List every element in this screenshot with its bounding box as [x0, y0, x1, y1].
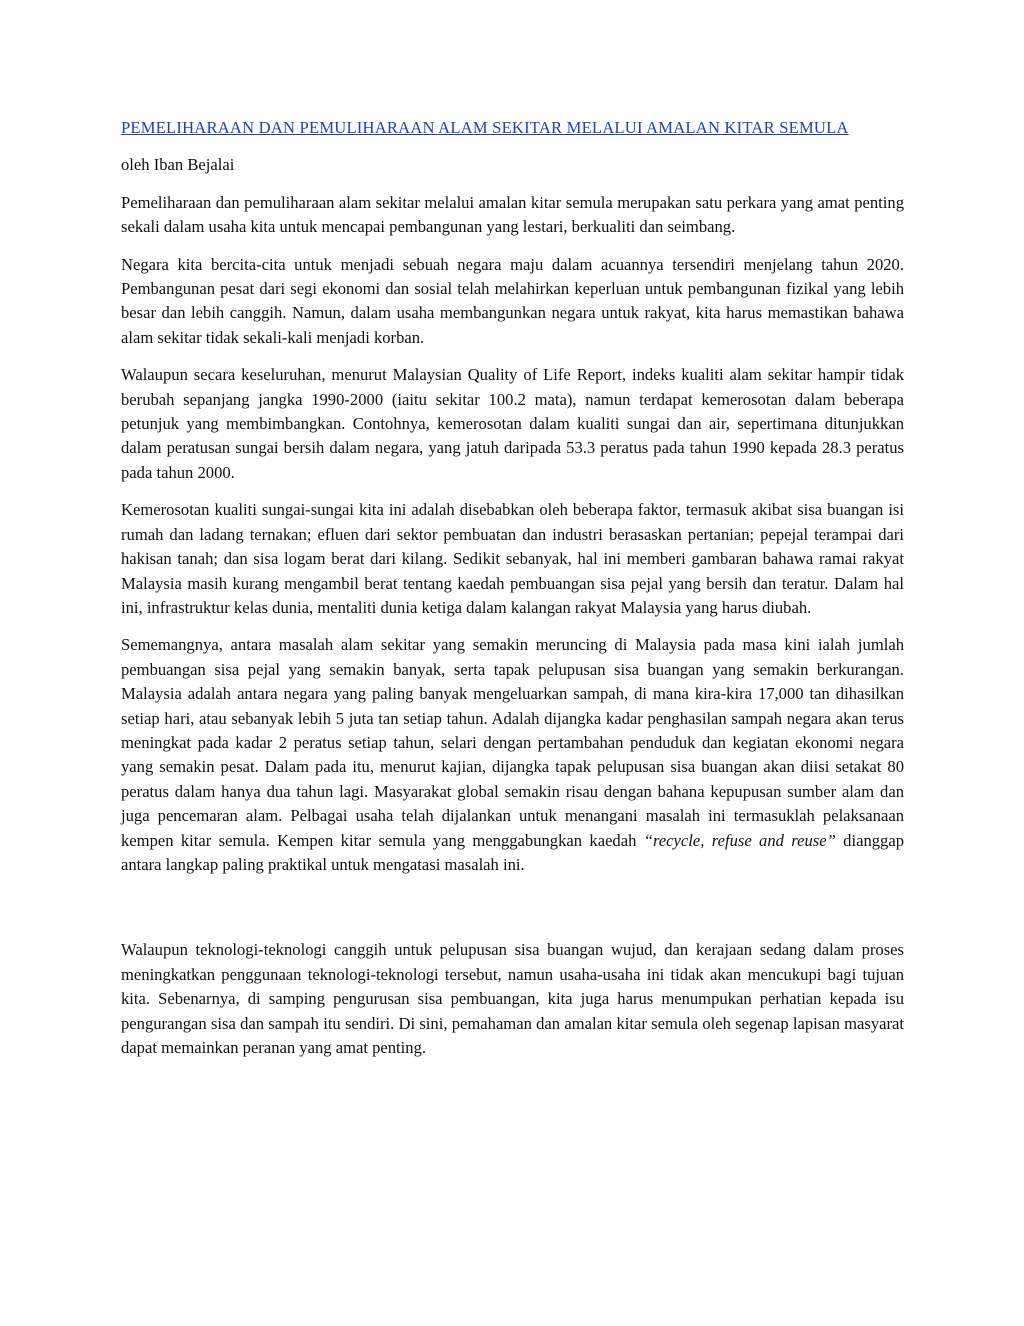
paragraph-5-text-after: dianggap antara langkap paling praktikal untuk mengatasi masalah ini. — [121, 830, 904, 874]
paragraph-3: Walaupun secara keseluruhan, menurut Malaysian Quality of Life Report, indeks kualiti alam sekitar hampir tidak berubah sepanjang jangka 1990-2000 (iaitu sekitar 100.2 mata), namun terdapat kemerosotan dalam beberapa petunjuk yang membimbangkan. Contohnya, kemerosotan dalam kualiti sungai dan air, sepertimana ditunjukkan dalam peratusan sungai bersih dalam negara, yang jatuh daripada 53.3 peratus pada tahun 1990 kepada 28.3 peratus pada tahun 2000. — [121, 365, 904, 482]
document-page — [121, 116, 904, 1073]
paragraph-2: Negara kita bercita-cita untuk menjadi sebuah negara maju dalam acuannya tersendiri menjelang tahun 2020. Pembangunan pesat dari segi ekonomi dan sosial telah melahirkan keperluan untuk pembangunan fizikal yang lebih besar dan lebih canggih. Namun, dalam usaha membangunkan negara untuk rakyat, kita harus memastikan bahawa alam sekitar tidak sekali-kali menjadi korban. — [121, 254, 904, 347]
article-author: oleh Iban Bejalai — [121, 155, 235, 175]
paragraph-1: Pemeliharaan dan pemuliharaan alam sekitar melalui amalan kitar semula merupakan satu perkara yang amat penting sekali dalam usaha kita untuk mencapai pembangunan yang lestari, berkualiti dan seimbang. — [121, 192, 904, 237]
paragraph-5-text-before: Sememangnya, antara masalah alam sekitar yang semakin meruncing di Malaysia pada masa kini ialah jumlah pembuangan sisa pejal yang semakin banyak, serta tapak pelupusan sisa buangan yang semakin berkurangan. Malaysia adalah antara negara yang paling banyak mengeluarkan sampah, di mana kira-kira 17,000 tan dihasilkan setiap hari, atau sebanyak lebih 5 juta tan setiap tahun. Adalah dijangka kadar penghasilan sampah negara akan terus meningkat pada kadar 2 peratus setiap tahun, selari dengan pertambahan penduduk dan kegiatan ekonomi negara yang semakin pesat. Dalam pada itu, menurut kajian, dijangka tapak pelupusan sisa buangan akan diisi setakat 80 peratus dalam hanya dua tahun lagi. Masyarakat global semakin risau dengan bahana kepupusan sumber alam dan juga pencemaran alam. Pelbagai usaha telah dijalankan untuk menangani masalah ini termasuklah pelaksanaan kempen kitar semula. Kempen kitar semula yang menggabungkan kaedah — [121, 635, 904, 850]
blank-spacer — [121, 890, 904, 938]
article-title-link[interactable]: PEMELIHARAAN DAN PEMULIHARAAN ALAM SEKITAR MELALUI AMALAN KITAR SEMULA — [121, 118, 849, 137]
paragraph-4: Kemerosotan kualiti sungai-sungai kita ini adalah disebabkan oleh beberapa faktor, termasuk akibat sisa buangan isi rumah dan ladang ternakan; efluen dari sektor pembuatan dan industri berasaskan pertanian; pepejal terampai dari hakisan tanah; dan sisa logam berat dari kilang. Sedikit sebanyak, hal ini memberi gambaran bahawa ramai rakyat Malaysia masih kurang mengambil berat tentang kaedah pembuangan sisa pejal yang bersih dan teratur. Dalam hal ini, infrastruktur kelas dunia, mentaliti dunia ketiga dalam kalangan rakyat Malaysia yang harus diubah. — [121, 500, 904, 617]
paragraph-6: Walaupun teknologi-teknologi canggih untuk pelupusan sisa buangan wujud, dan kerajaan sedang dalam proses meningkatkan penggunaan teknologi-teknologi tersebut, namun usaha-usaha ini tidak akan mencukupi bagi tujuan kita. Sebenarnya, di samping pengurusan sisa pembuangan, kita juga harus menumpukan perhatian kepada isu pengurangan sisa dan sampah itu sendiri. Di sini, pemahaman dan amalan kitar semula oleh segenap lapisan masyarat dapat memainkan peranan yang amat penting. — [121, 940, 904, 1057]
paragraph-5 — [121, 633, 904, 877]
paragraph-5-italic-phrase: “recycle, refuse and reuse” — [643, 830, 836, 850]
